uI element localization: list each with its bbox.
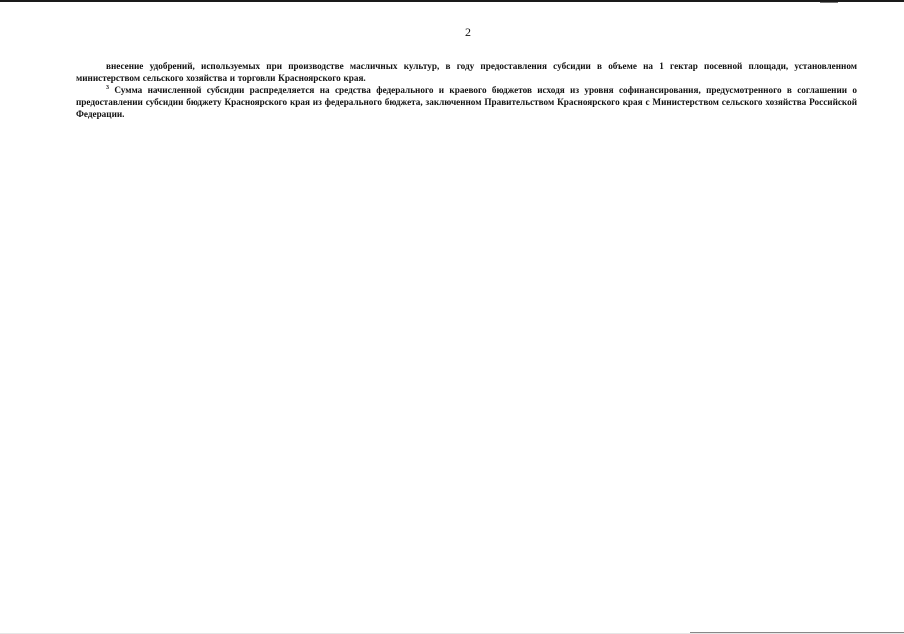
page-number: 2: [465, 25, 471, 39]
footnote-3: [76, 84, 857, 120]
paragraph-fertilizer: внесение удобрений, используемых при производстве масличных культур, в году предоставления субсидии в объеме на 1 гектар посевной площади, установленном министерством сельского хозяйства и торговли Красноярского края.: [76, 61, 857, 83]
top-border-line: [0, 0, 904, 2]
document-body: [76, 60, 857, 120]
footnote-marker: 3: [106, 84, 109, 91]
footnote-text: Сумма начисленной субсидии распределяется на средства федерального и краевого бюджетов исходя из уровня софинансирования, предусмотренного в соглашении о предоставлении субсидии бюджету Красноярского края из федерального бюджета, заключенном Правительством Красноярского края с Министерством сельского хозяйства Российской Федерации.: [76, 85, 857, 119]
top-border-tick: [820, 2, 838, 3]
